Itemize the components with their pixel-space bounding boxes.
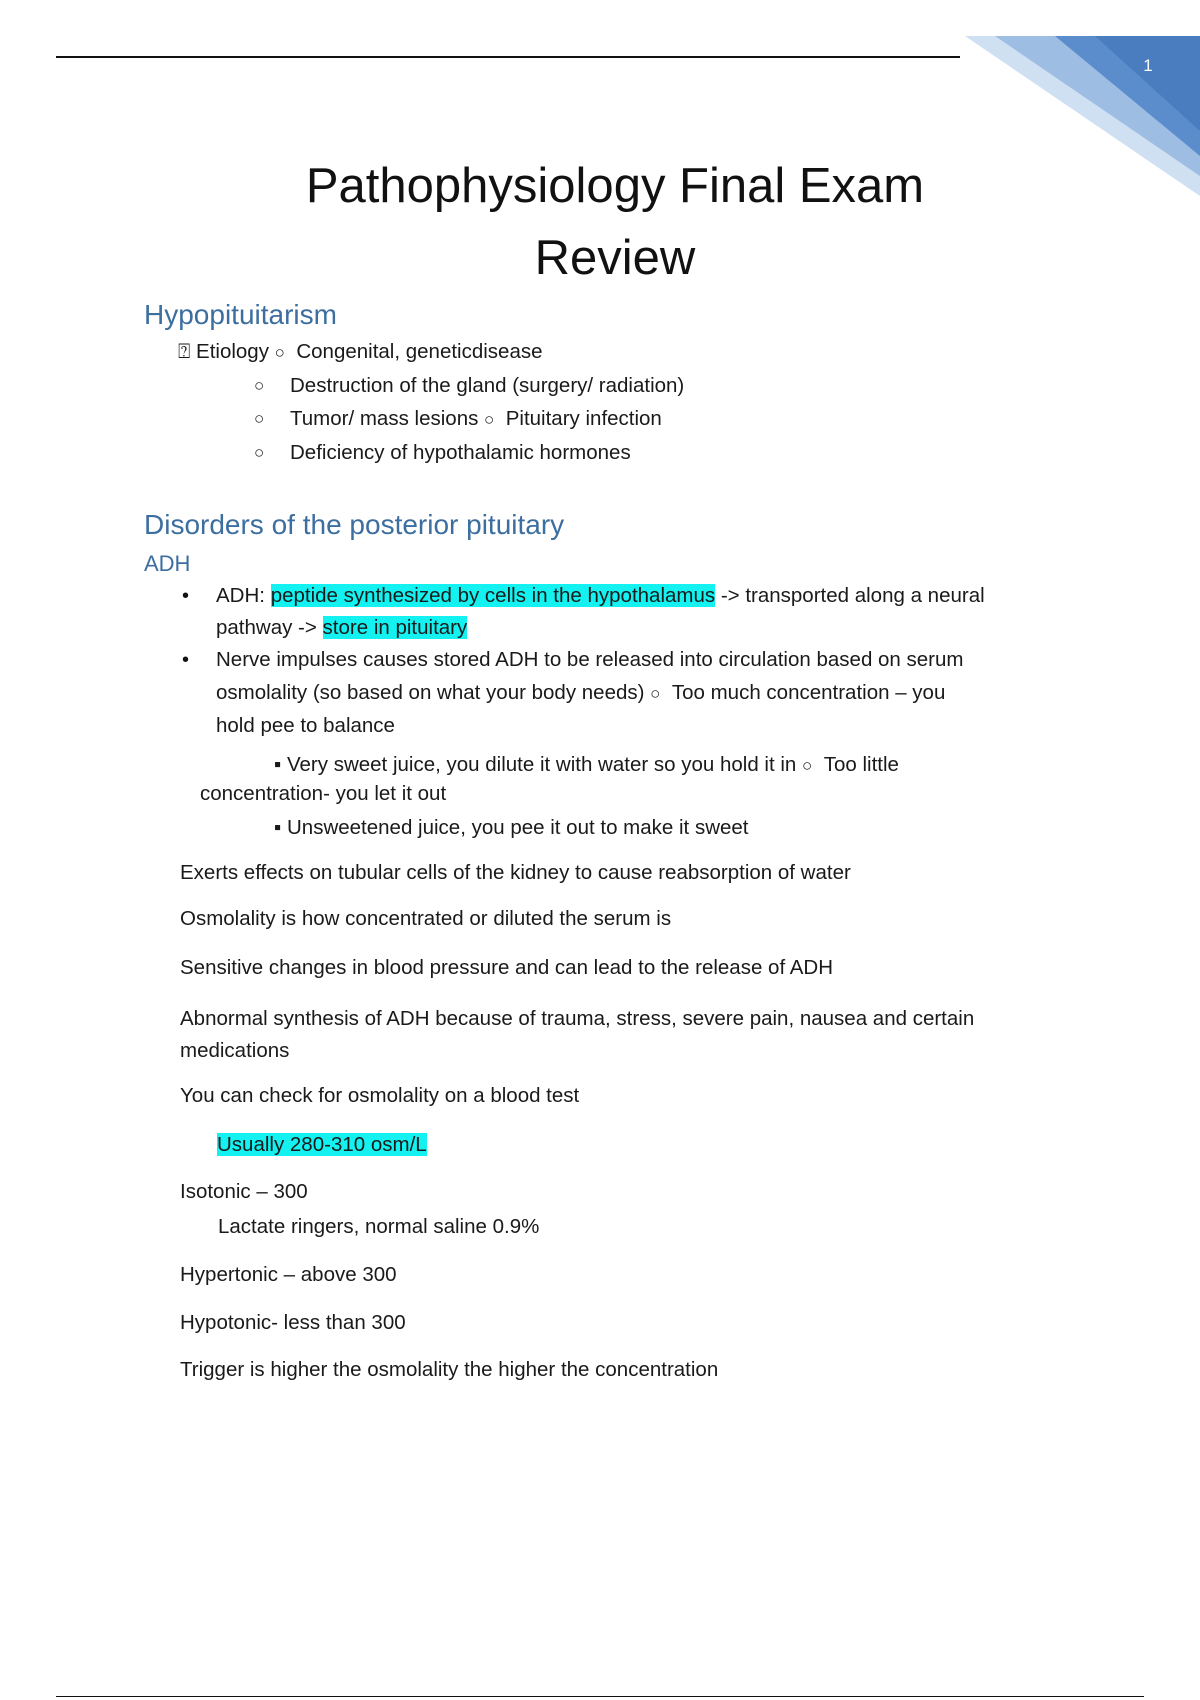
sweet-juice-text: Very sweet juice, you dilute it with water so you hold it in — [286, 753, 797, 776]
usual-range — [217, 1131, 427, 1159]
adh-definition-line-2 — [216, 614, 467, 642]
page-number: 1 — [1143, 56, 1153, 75]
nerve-impulse-line-1: Nerve impulses causes stored ADH to be released into circulation based on serum — [216, 648, 964, 671]
bullet-icon: • — [182, 585, 190, 607]
too-little-text: Too little — [823, 753, 899, 776]
adh-definition-line-1 — [216, 582, 985, 610]
sweet-juice-line-1 — [274, 751, 899, 780]
bullet-icon: • — [182, 649, 190, 671]
etiology-item: Tumor/ mass lesions — [290, 407, 479, 430]
circle-bullet-icon: ○ — [254, 376, 265, 395]
adh-middle-text: -> transported along a neural — [715, 584, 985, 607]
etiology-line — [178, 338, 543, 367]
etiology-item: Deficiency of hypothalamic hormones — [290, 441, 631, 464]
circle-bullet-icon: ○ — [254, 409, 265, 428]
circle-bullet-icon: ○ — [484, 410, 495, 429]
section-heading-hypopituitarism: Hypopituitarism — [144, 299, 337, 330]
circle-bullet-icon: ○ — [650, 684, 661, 703]
highlighted-text: Usually 280-310 osm/L — [217, 1133, 427, 1156]
unsweetened-juice-line — [274, 814, 749, 842]
etiology-item: Pituitary infection — [505, 407, 662, 430]
note-paragraph: Osmolality is how concentrated or diluted the serum is — [180, 907, 672, 930]
nerve-subpoint: Too much concentration – you — [671, 681, 946, 704]
header-rule — [56, 56, 960, 58]
etiology-label: Etiology — [196, 340, 269, 363]
hypotonic-line: Hypotonic- less than 300 — [180, 1311, 406, 1334]
adh-prefix: ADH: — [216, 584, 271, 607]
circle-bullet-icon: ○ — [254, 443, 265, 462]
adh-line2-prefix: pathway -> — [216, 616, 323, 639]
nerve-text: osmolality (so based on what your body needs) — [216, 681, 645, 704]
isotonic-examples: Lactate ringers, normal saline 0.9% — [218, 1215, 540, 1238]
note-paragraph: Exerts effects on tubular cells of the kidney to cause reabsorption of water — [180, 861, 851, 884]
highlighted-text: peptide synthesized by cells in the hypothalamus — [270, 584, 716, 607]
isotonic-line: Isotonic – 300 — [180, 1180, 308, 1203]
etiology-item: Congenital, geneticdisease — [296, 340, 543, 363]
footer-rule — [56, 1696, 1144, 1697]
missing-glyph-icon: ⍰ — [178, 340, 191, 363]
note-paragraph: Abnormal synthesis of ADH because of trauma, stress, severe pain, nausea and certain medications — [180, 1007, 975, 1062]
nerve-impulse-line-3: hold pee to balance — [216, 714, 395, 737]
note-paragraph: Sensitive changes in blood pressure and can lead to the release of ADH — [180, 956, 833, 979]
unsweetened-text: Unsweetened juice, you pee it out to make it sweet — [286, 816, 749, 839]
etiology-item: Destruction of the gland (surgery/ radiation) — [290, 374, 685, 397]
circle-bullet-icon: ○ — [802, 756, 813, 775]
etiology-item-line — [290, 405, 662, 434]
square-bullet-icon: ▪ — [274, 753, 282, 776]
highlighted-text: store in pituitary — [322, 616, 468, 639]
title-line-2: Review — [534, 231, 696, 285]
note-paragraph: You can check for osmolality on a blood test — [180, 1084, 580, 1107]
title-line-1: Pathophysiology Final Exam — [305, 159, 925, 213]
hypertonic-line: Hypertonic – above 300 — [180, 1263, 397, 1286]
square-bullet-icon: ▪ — [274, 816, 282, 839]
sweet-juice-line-2: concentration- you let it out — [200, 782, 447, 805]
subheading-adh: ADH — [144, 551, 191, 576]
section-heading-posterior-pituitary: Disorders of the posterior pituitary — [144, 509, 565, 540]
document-title — [240, 150, 990, 294]
circle-bullet-icon: ○ — [274, 343, 285, 362]
nerve-impulse-line-2 — [216, 679, 945, 708]
trigger-line: Trigger is higher the osmolality the higher the concentration — [180, 1358, 719, 1381]
